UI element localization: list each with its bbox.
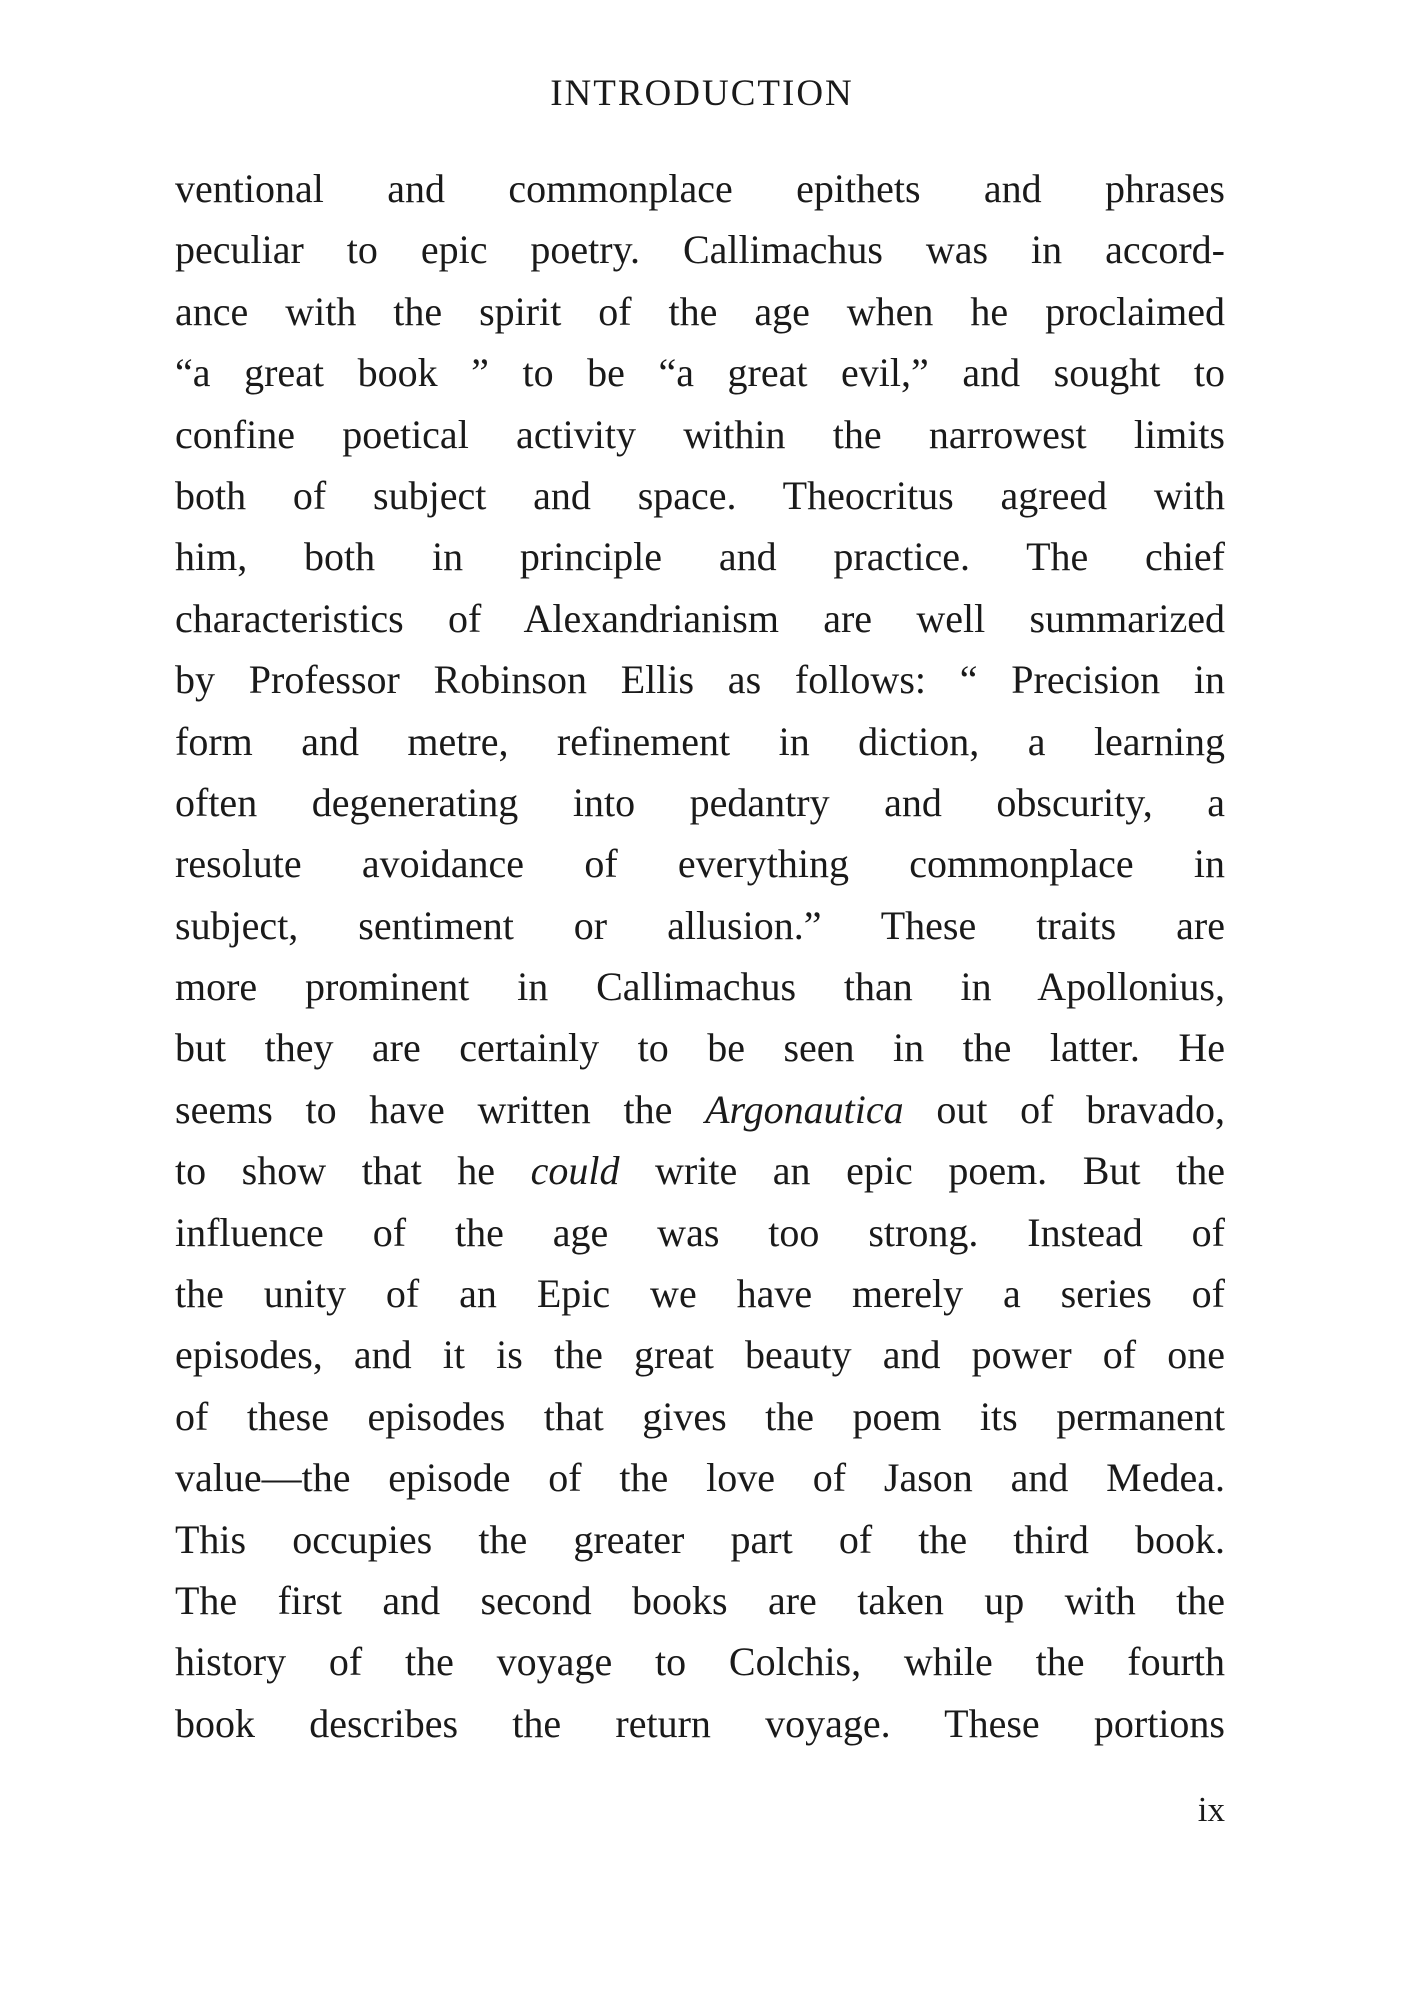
text-line-9: by Professor Robinson Ellis as follows: “ Precision in bbox=[175, 657, 1225, 703]
text-line-2: peculiar to epic poetry. Callimachus was in accord- bbox=[175, 227, 1225, 273]
text-line-8: characteristics of Alexandrianism are well summarized bbox=[175, 595, 1225, 641]
text-line-6: both of subject and space. Theocritus agreed with bbox=[175, 472, 1225, 518]
text-line-25: history of the voyage to Colchis, while the fourth bbox=[175, 1639, 1225, 1685]
text-line-3: ance with the spirit of the age when he proclaimed bbox=[175, 288, 1225, 334]
text-line-4: “a great book ” to be “a great evil,” and sought to bbox=[175, 350, 1225, 396]
text-line-15: but they are certainly to be seen in the latter. He bbox=[175, 1025, 1225, 1071]
text-line-14: more prominent in Callimachus than in Apollonius, bbox=[175, 964, 1225, 1010]
text-line-19: the unity of an Epic we have merely a series of bbox=[175, 1271, 1225, 1317]
text-line-18: influence of the age was too strong. Instead of bbox=[175, 1209, 1225, 1255]
page-number: ix bbox=[1197, 1790, 1225, 1829]
italic-title: Argonautica bbox=[705, 1086, 904, 1132]
text-line-24: The first and second books are taken up with the bbox=[175, 1577, 1225, 1623]
text-line-20: episodes, and it is the great beauty and power of one bbox=[175, 1332, 1225, 1378]
text-line-21: of these episodes that gives the poem its permanent bbox=[175, 1393, 1225, 1439]
text-line-23: This occupies the greater part of the third book. bbox=[175, 1516, 1225, 1562]
text-line-5: confine poetical activity within the narrowest limits bbox=[175, 411, 1225, 457]
text-line-26: book describes the return voyage. These portions bbox=[175, 1700, 1225, 1746]
text-line-10: form and metre, refinement in diction, a learning bbox=[175, 718, 1225, 764]
running-title: INTRODUCTION bbox=[550, 73, 854, 114]
text-line-17: to show that he could write an epic poem. But the bbox=[175, 1148, 1225, 1194]
text-line-13: subject, sentiment or allusion.” These traits are bbox=[175, 902, 1225, 948]
text-line-12: resolute avoidance of everything commonplace in bbox=[175, 841, 1225, 887]
italic-emphasis: could bbox=[530, 1148, 620, 1194]
text-line-22: value—the episode of the love of Jason and Medea. bbox=[175, 1455, 1225, 1501]
text-line-1: ventional and commonplace epithets and phrases bbox=[175, 166, 1225, 211]
text-line-11: often degenerating into pedantry and obscurity, a bbox=[175, 779, 1225, 825]
body-text bbox=[175, 158, 1225, 1754]
text-line-16: seems to have written the Argonautica out of bravado, bbox=[175, 1086, 1225, 1132]
text-line-7: him, both in principle and practice. The chief bbox=[175, 534, 1225, 580]
